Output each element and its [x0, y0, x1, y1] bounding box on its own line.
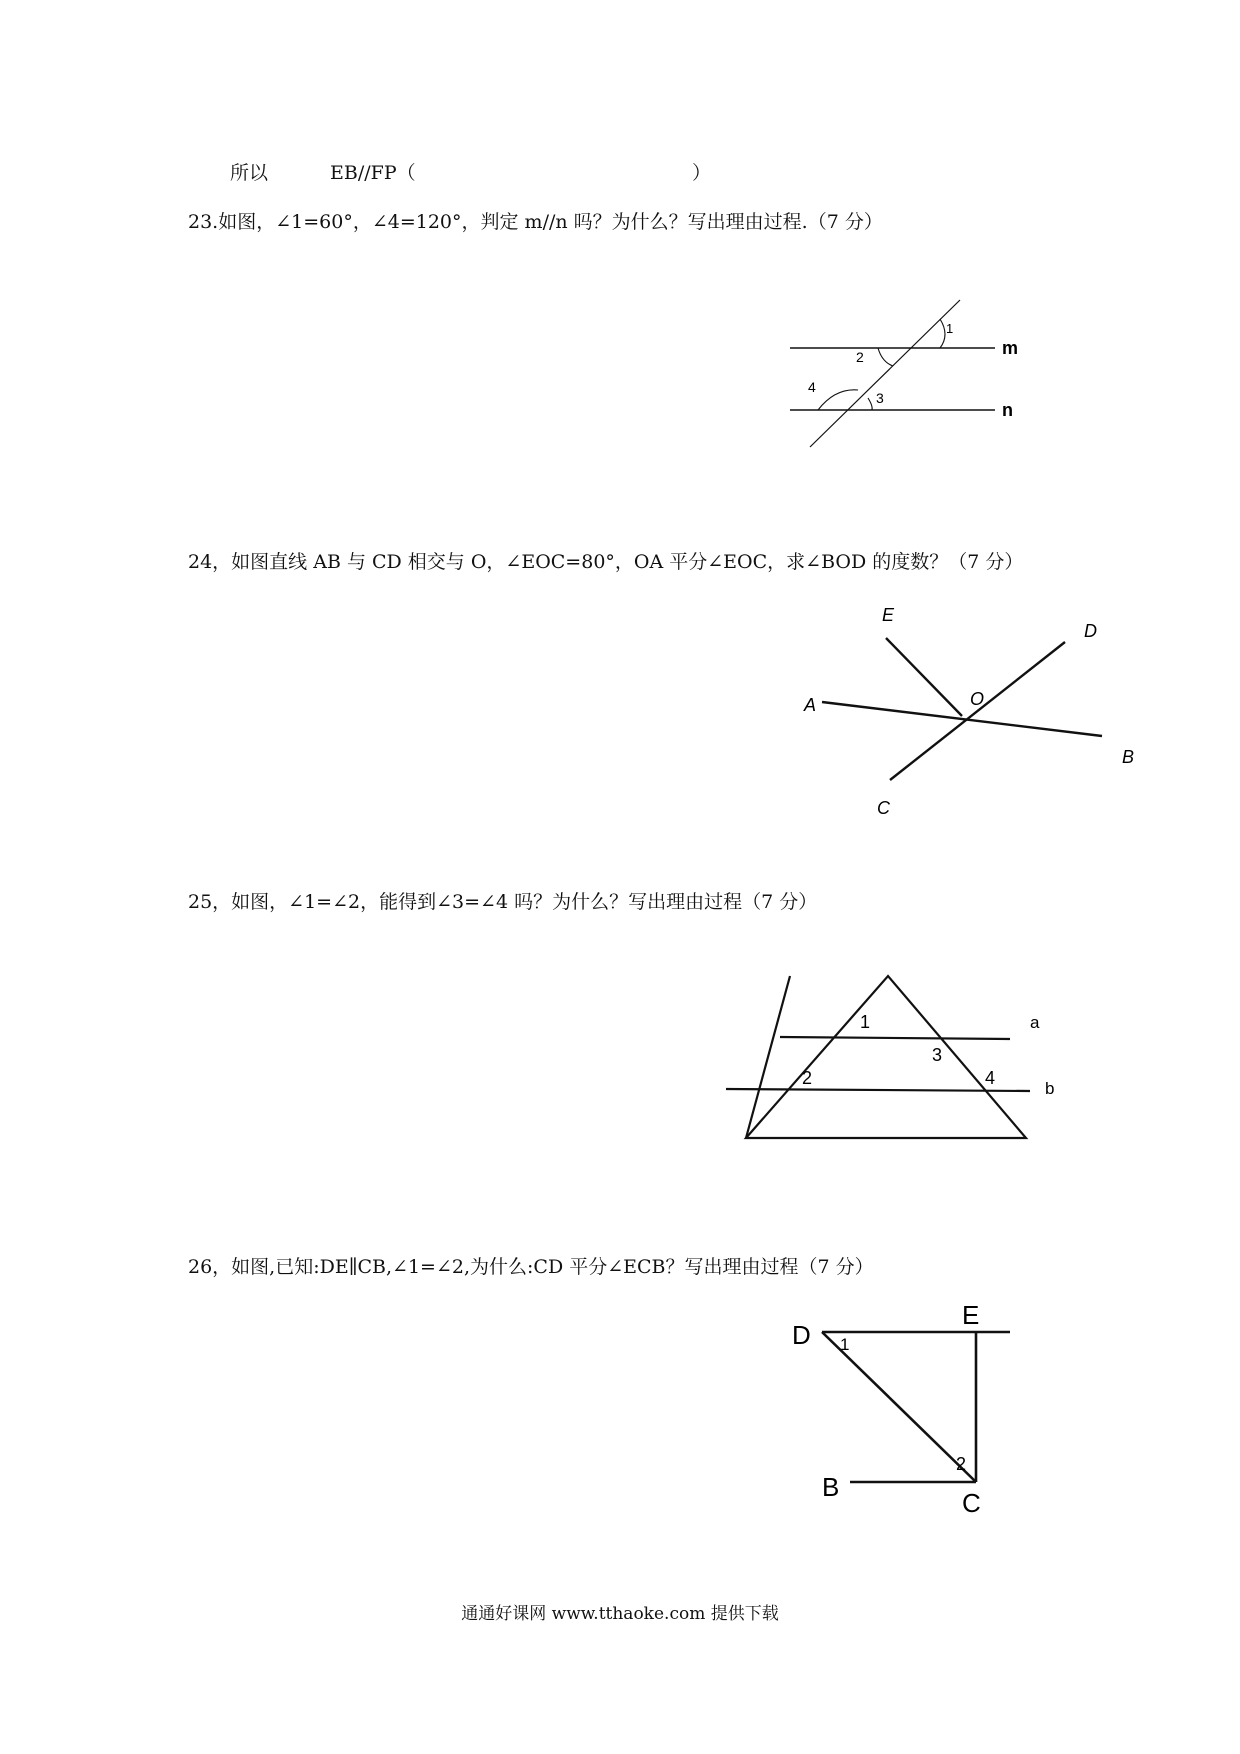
line-m-label: m: [1002, 338, 1019, 358]
question-26-figure: [780, 1300, 1040, 1530]
question-25-figure: [700, 960, 1080, 1140]
footer-source: 通通好课网 www.tthaoke.com 提供下载: [461, 1604, 779, 1624]
point-B-label: B: [1122, 747, 1135, 767]
angle-3-arc: [868, 398, 872, 410]
angle-1-arc: [940, 319, 945, 348]
point-D-label: D: [792, 1320, 811, 1350]
point-D-label: D: [1084, 621, 1097, 641]
angle-3-label: 3: [876, 390, 884, 406]
angle-1-label: 1: [860, 1012, 871, 1032]
prev-item-prefix: 所以: [230, 162, 269, 184]
point-E-label: E: [962, 1300, 980, 1330]
point-A-label: A: [804, 695, 817, 715]
segment-DC: [822, 1332, 976, 1482]
question-24-figure: [790, 600, 1160, 830]
line-b-label: b: [1045, 1079, 1055, 1098]
line-CD: [890, 642, 1065, 780]
point-O-label: O: [970, 689, 985, 709]
point-C-label: C: [877, 798, 890, 818]
question-23-text: 23.如图，∠1=60°，∠4=120°，判定 m//n 吗？为什么？写出理由过程.（7 分）: [188, 211, 883, 233]
line-n-label: n: [1002, 400, 1013, 420]
point-C-label: C: [962, 1488, 981, 1518]
angle-2-label: 2: [956, 1454, 967, 1474]
prev-item-close-paren: ）: [692, 162, 712, 184]
angle-1-label: 1: [946, 321, 954, 336]
angle-1-label: 1: [840, 1335, 850, 1354]
transversal: [810, 300, 960, 447]
angle-4-label: 4: [985, 1068, 996, 1088]
point-B-label: B: [822, 1472, 840, 1502]
triangle: [746, 976, 1026, 1138]
line-AB: [822, 702, 1102, 736]
angle-2-label: 2: [802, 1068, 813, 1088]
angle-2-label: 2: [856, 349, 864, 365]
angle-4-arc: [818, 390, 858, 410]
angle-4-label: 4: [808, 379, 816, 395]
line-a-label: a: [1030, 1013, 1040, 1032]
question-24-text: 24，如图直线 AB 与 CD 相交与 O，∠EOC=80°，OA 平分∠EOC，求∠BOD 的度数？（7 分）: [188, 551, 1024, 573]
question-25-text: 25，如图，∠1=∠2，能得到∠3=∠4 吗？为什么？写出理由过程（7 分）: [188, 891, 818, 913]
angle-2-arc: [878, 348, 893, 366]
ray-OE: [886, 638, 962, 716]
point-E-label: E: [882, 605, 895, 625]
question-23-figure: [780, 290, 1040, 460]
line-a: [780, 1037, 1010, 1039]
angle-3-label: 3: [932, 1045, 943, 1065]
prev-item-statement: EB//FP（: [330, 162, 416, 184]
question-26-text: 26，如图,已知:DE∥CB,∠1=∠2,为什么:CD 平分∠ECB？写出理由过程（7 分）: [188, 1256, 874, 1278]
